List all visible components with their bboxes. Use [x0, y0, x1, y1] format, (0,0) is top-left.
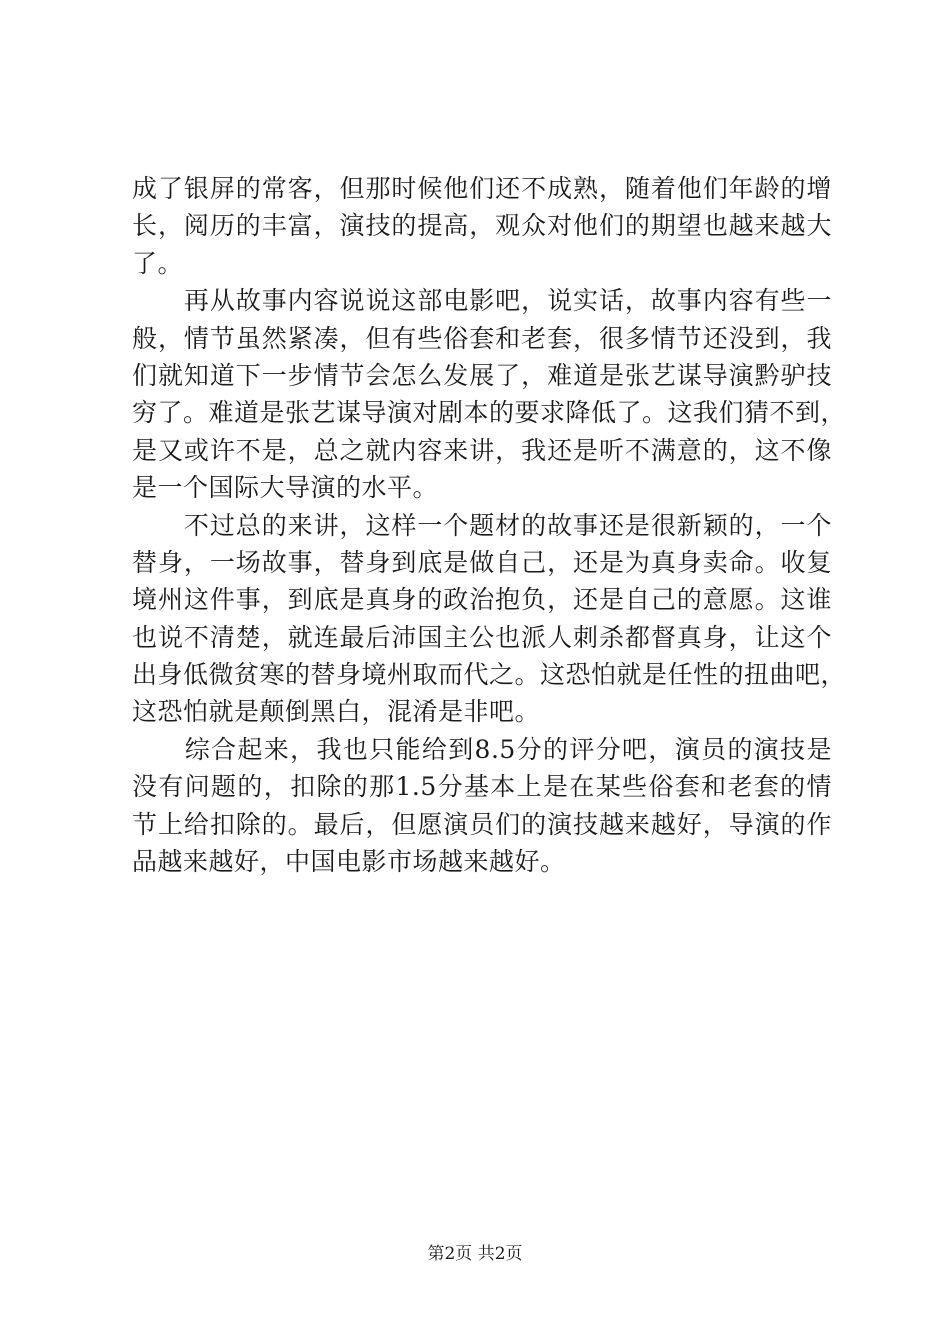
text-line: 长，阅历的丰富，演技的提高，观众对他们的期望也越来越大	[132, 211, 832, 241]
text-line: 综合起来，我也只能给到8.5分的评分吧，演员的演技是	[132, 734, 832, 764]
text-line: 不过总的来讲，这样一个题材的故事还是很新颖的，一个	[132, 510, 832, 540]
page-footer: 第2页 共2页	[427, 1244, 523, 1264]
text-line: 这恐怕就是颠倒黑白，混淆是非吧。	[132, 697, 541, 727]
text-line: 节上给扣除的。最后，但愿演员们的演技越来越好，导演的作	[132, 809, 832, 839]
text-line: 也说不清楚，就连最后沛国主公也派人刺杀都督真身，让这个	[132, 622, 832, 652]
text-line: 是一个国际大导演的水平。	[132, 473, 439, 503]
text-line: 出身低微贫寒的替身境州取而代之。这恐怕就是任性的扭曲吧，	[132, 660, 847, 690]
text-line: 没有问题的，扣除的那1.5分基本上是在某些俗套和老套的情	[132, 772, 832, 802]
text-line: 般，情节虽然紧凑，但有些俗套和老套，很多情节还没到，我	[132, 323, 832, 353]
text-line: 品越来越好，中国电影市场越来越好。	[132, 847, 566, 877]
text-line: 再从故事内容说说这部电影吧，说实话，故事内容有些一	[132, 286, 832, 316]
text-line: 了。	[132, 248, 184, 278]
text-line: 是又或许不是，总之就内容来讲，我还是听不满意的，这不像	[132, 435, 832, 465]
text-line: 们就知道下一步情节会怎么发展了，难道是张艺谋导演黔驴技	[132, 360, 832, 390]
body-text	[132, 170, 847, 880]
text-line: 成了银屏的常客，但那时候他们还不成熟，随着他们年龄的增	[132, 174, 832, 203]
text-line: 境州这件事，到底是真身的政治抱负，还是自己的意愿。这谁	[132, 585, 832, 615]
text-line: 替身，一场故事，替身到底是做自己，还是为真身卖命。收复	[132, 547, 832, 577]
text-line: 穷了。难道是张艺谋导演对剧本的要求降低了。这我们猜不到，	[132, 398, 847, 428]
